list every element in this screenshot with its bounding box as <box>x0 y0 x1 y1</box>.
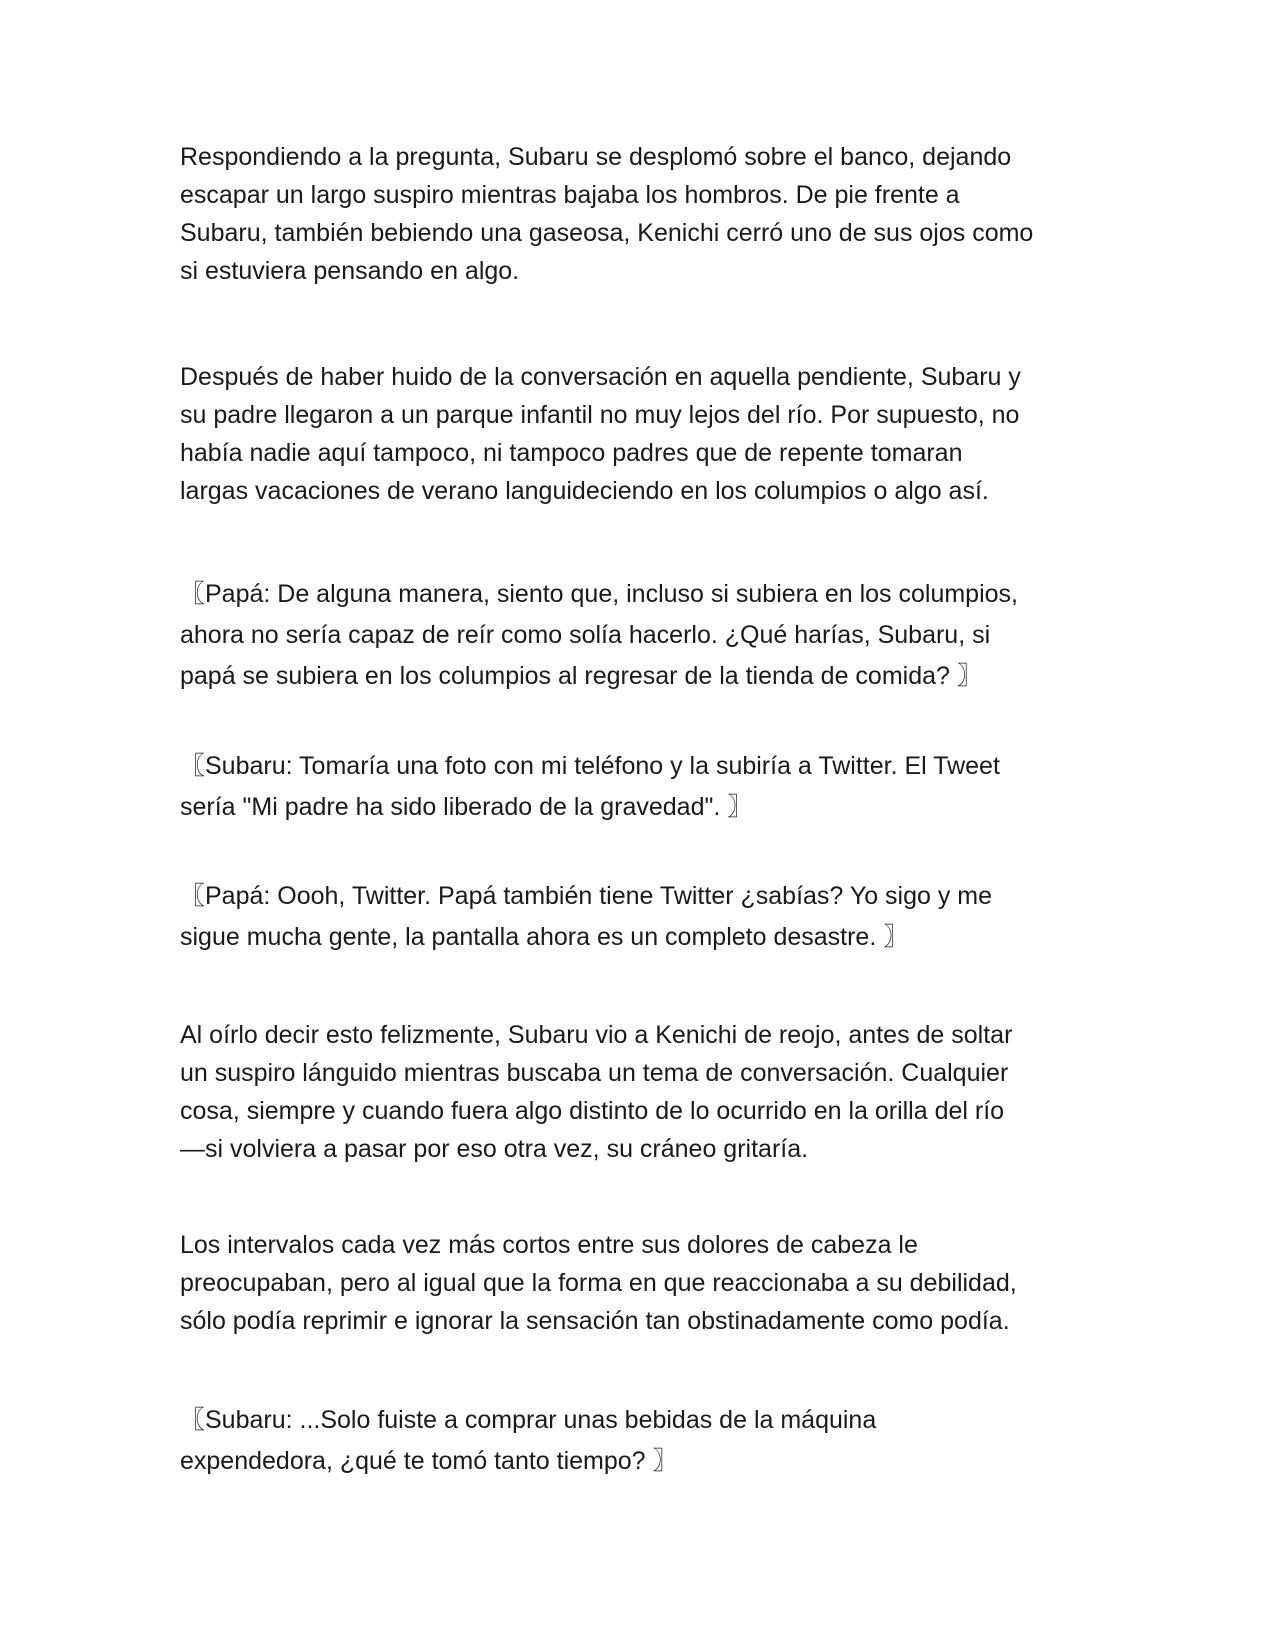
text-line: sigue mucha gente, la pantalla ahora es un completo desastre. 〗 <box>180 923 909 951</box>
text-line: preocupaban, pero al igual que la forma en que reaccionaba a su debilidad, <box>180 1269 1017 1297</box>
text-line: 〖Subaru: ...Solo fuiste a comprar unas bebidas de la máquina <box>180 1406 877 1434</box>
text-line: 〖Papá: De alguna manera, siento que, incluso si subiera en los columpios, <box>180 580 1018 608</box>
text-line: sería "Mi padre ha sido liberado de la gravedad". 〗 <box>180 793 753 821</box>
text-line: Subaru, también bebiendo una gaseosa, Kenichi cerró uno de sus ojos como <box>180 219 1034 247</box>
text-line: su padre llegaron a un parque infantil no muy lejos del río. Por supuesto, no <box>180 401 1020 429</box>
text-line: expendedora, ¿qué te tomó tanto tiempo? 〗 <box>180 1447 678 1475</box>
text-line: cosa, siempre y cuando fuera algo distinto de lo ocurrido en la orilla del río <box>180 1097 1005 1125</box>
text-line: papá se subiera en los columpios al regresar de la tienda de comida? 〗 <box>180 662 982 690</box>
text-line: 〖Papá: Oooh, Twitter. Papá también tiene Twitter ¿sabías? Yo sigo y me <box>180 882 993 910</box>
text-line: sólo podía reprimir e ignorar la sensación tan obstinadamente como podía. <box>180 1307 1010 1335</box>
text-line: Los intervalos cada vez más cortos entre sus dolores de cabeza le <box>180 1231 918 1259</box>
paragraph-dialogue <box>180 746 1100 828</box>
text-line: había nadie aquí tampoco, ni tampoco padres que de repente tomaran <box>180 439 963 467</box>
text-line: Después de haber huido de la conversación en aquella pendiente, Subaru y <box>180 363 1021 391</box>
text-line: 〖Subaru: Tomaría una foto con mi teléfono y la subiría a Twitter. El Tweet <box>180 752 1000 780</box>
text-line: si estuviera pensando en algo. <box>180 257 520 285</box>
text-line: Al oírlo decir esto felizmente, Subaru vio a Kenichi de reojo, antes de soltar <box>180 1021 1013 1049</box>
paragraph-dialogue <box>180 876 1100 958</box>
paragraph-narration <box>180 358 1100 510</box>
paragraph-narration <box>180 138 1100 290</box>
text-line: escapar un largo suspiro mientras bajaba los hombros. De pie frente a <box>180 181 960 209</box>
paragraph-dialogue <box>180 574 1100 697</box>
paragraph-dialogue <box>180 1400 1100 1482</box>
text-line: ahora no sería capaz de reír como solía hacerlo. ¿Qué harías, Subaru, si <box>180 621 991 649</box>
paragraph-narration <box>180 1016 1100 1168</box>
text-line: un suspiro lánguido mientras buscaba un tema de conversación. Cualquier <box>180 1059 1009 1087</box>
text-line: Respondiendo a la pregunta, Subaru se desplomó sobre el banco, dejando <box>180 143 1012 171</box>
paragraph-narration <box>180 1226 1100 1340</box>
text-line: largas vacaciones de verano languideciendo en los columpios o algo así. <box>180 477 989 505</box>
text-line: —si volviera a pasar por eso otra vez, su cráneo gritaría. <box>180 1135 809 1163</box>
